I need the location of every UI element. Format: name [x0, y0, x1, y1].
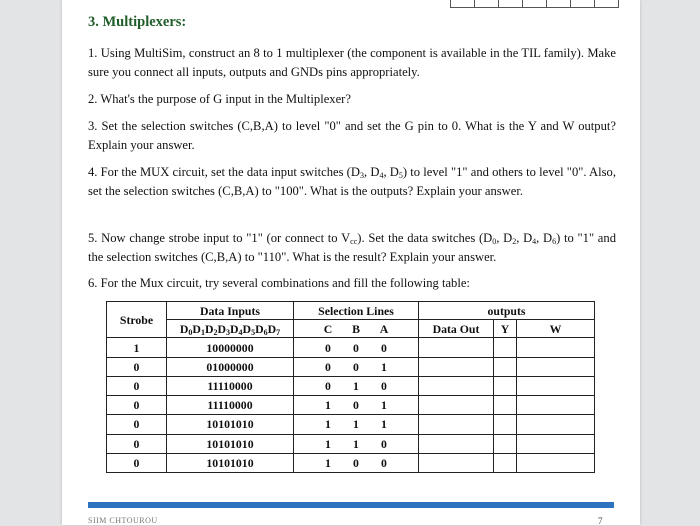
strobe-cell: 0: [107, 376, 167, 395]
table-row: [107, 357, 595, 376]
data-inputs-cell: 11110000: [167, 376, 294, 395]
data-out-cell: [419, 434, 494, 453]
selection-c-value: 1: [325, 417, 331, 432]
table-row: [107, 453, 595, 472]
y-cell: [494, 376, 517, 395]
data-inputs-subheader: $D_0D_1D_2D_3D_4D_5D_6D_7$: [167, 320, 294, 338]
selection-cell: [294, 338, 419, 357]
data-inputs-cell: 01000000: [167, 357, 294, 376]
w-cell: [517, 396, 595, 415]
selection-c-value: 1: [325, 398, 331, 413]
w-cell: [517, 357, 595, 376]
data-inputs-cell: 10000000: [167, 338, 294, 357]
selection-subheader: C B A: [294, 320, 419, 338]
footer-author: SIIM CHTOUROU: [88, 516, 158, 525]
strobe-cell: 0: [107, 453, 167, 472]
table-row: [107, 376, 595, 395]
outputs-header: outputs: [419, 302, 595, 320]
table-row: [107, 434, 595, 453]
selection-a-value: 0: [381, 436, 387, 451]
question-6: 6. For the Mux circuit, try several combinations and fill the following table:: [88, 276, 470, 290]
question-2: 2. What's the purpose of G input in the Multiplexer?: [88, 92, 351, 106]
selection-b-value: 0: [353, 398, 359, 413]
selection-cell: [294, 453, 419, 472]
selection-b-value: 0: [353, 340, 359, 355]
w-cell: [517, 338, 595, 357]
selection-c-value: 1: [325, 436, 331, 451]
y-cell: [494, 357, 517, 376]
question-4: 4. For the MUX circuit, set the data input switches ($D_3$, $D_4$, $D_5$) to level "1" and others to level "0". Also, set the selection switches (C,B,A) to "100". What is the outputs? Explain your answer.: [88, 165, 616, 198]
y-cell: [494, 396, 517, 415]
selection-a-value: 1: [381, 398, 387, 413]
selection-cell: [294, 434, 419, 453]
selection-b-value: 1: [353, 417, 359, 432]
data-out-header: Data Out: [419, 320, 494, 338]
selection-a-value: 1: [381, 359, 387, 374]
y-cell: [494, 338, 517, 357]
y-cell: [494, 434, 517, 453]
table-row: [107, 338, 595, 357]
question-5: 5. Now change strobe input to "1" (or connect to $V_{cc}$). Set the data switches ($D_0$, $D_2$, $D_4$, $D_6$) to "1" and the selection switches (C,B,A) to "110". What is the result? Explain your answer.: [88, 231, 616, 264]
data-inputs-header: Data Inputs: [167, 302, 294, 320]
selection-c-value: 0: [325, 340, 331, 355]
selection-b-value: 0: [353, 455, 359, 470]
w-cell: [517, 453, 595, 472]
table-row: [107, 415, 595, 434]
selection-b-value: 0: [353, 359, 359, 374]
selection-cell: [294, 415, 419, 434]
question-1: 1. Using MultiSim, construct an 8 to 1 multiplexer (the component is available in the TIL family). Make sure you connect all inputs, outputs and GNDs pins appropriately.: [88, 46, 616, 79]
page-number: 7: [598, 516, 603, 526]
selection-a-value: 0: [381, 455, 387, 470]
data-out-cell: [419, 453, 494, 472]
table-row: [107, 396, 595, 415]
selection-c-value: 1: [325, 455, 331, 470]
strobe-cell: 0: [107, 434, 167, 453]
w-cell: [517, 415, 595, 434]
selection-cell: [294, 396, 419, 415]
section-title: 3. Multiplexers:: [88, 14, 187, 30]
selection-cell: [294, 376, 419, 395]
question-3: 3. Set the selection switches (C,B,A) to level "0" and set the G pin to 0. What is the Y and W output? Explain your answer.: [88, 119, 616, 152]
data-inputs-cell: 11110000: [167, 396, 294, 415]
selection-c-value: 0: [325, 378, 331, 393]
w-header: W: [517, 320, 595, 338]
selection-cell: [294, 357, 419, 376]
footer-bar: [88, 502, 614, 508]
strobe-header: Strobe: [107, 302, 167, 338]
data-inputs-cell: 10101010: [167, 434, 294, 453]
selection-a-value: 0: [381, 378, 387, 393]
data-out-cell: [419, 415, 494, 434]
data-inputs-cell: 10101010: [167, 453, 294, 472]
strobe-cell: 1: [107, 338, 167, 357]
data-out-cell: [419, 396, 494, 415]
y-header: Y: [494, 320, 517, 338]
data-inputs-cell: 10101010: [167, 415, 294, 434]
w-cell: [517, 376, 595, 395]
selection-b-value: 1: [353, 378, 359, 393]
data-out-cell: [419, 338, 494, 357]
strobe-cell: 0: [107, 396, 167, 415]
selection-a-value: 0: [381, 340, 387, 355]
y-cell: [494, 453, 517, 472]
y-cell: [494, 415, 517, 434]
selection-a-value: 1: [381, 417, 387, 432]
data-out-cell: [419, 357, 494, 376]
w-cell: [517, 434, 595, 453]
top-grid-fragment: [450, 0, 619, 8]
selection-b-value: 1: [353, 436, 359, 451]
mux-truth-table: [106, 301, 595, 473]
strobe-cell: 0: [107, 415, 167, 434]
selection-lines-header: Selection Lines: [294, 302, 419, 320]
strobe-cell: 0: [107, 357, 167, 376]
data-out-cell: [419, 376, 494, 395]
selection-c-value: 0: [325, 359, 331, 374]
